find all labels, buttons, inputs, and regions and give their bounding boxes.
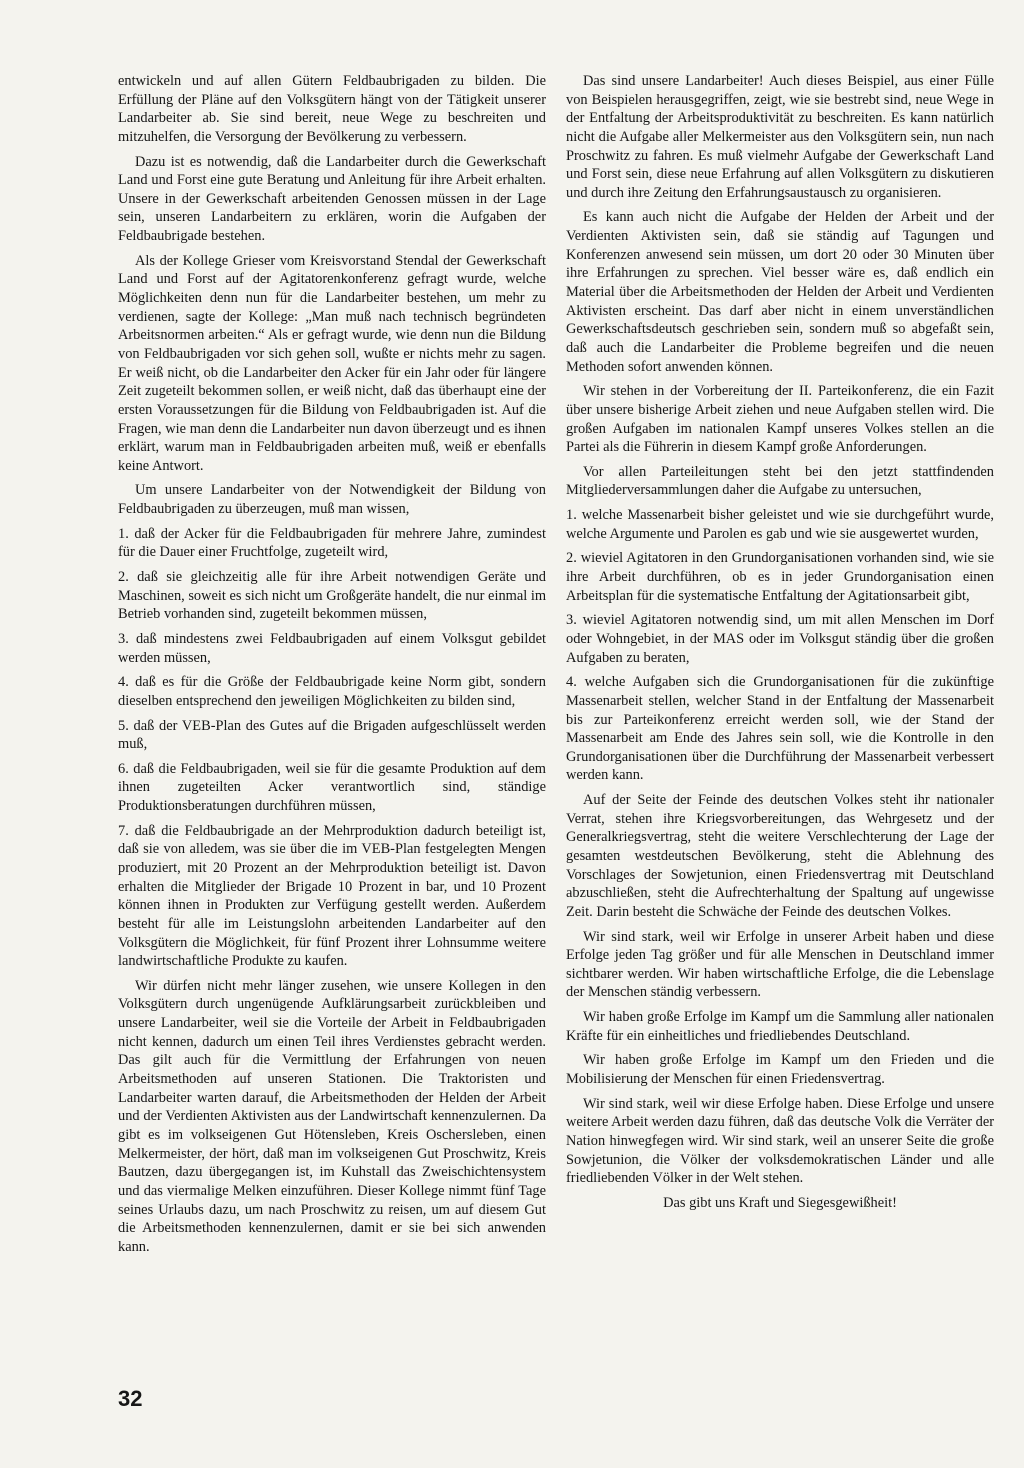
numbered-list: [566, 506, 994, 785]
paragraph: Wir dürfen nicht mehr länger zusehen, wie unsere Kollegen in den Volksgütern durch ungenügende Aufklärungsarbeit zurückbleiben und unsere Landarbeiter, weil sie die Vorteile der Arbeit in Feldbaubrigaden nicht kennen, dadurch um einen Teil ihres Verdienstes gebracht werden. Das gilt auch für die Vermittlung der Erfahrungen von neuen Arbeitsmethoden auf unseren Stationen. Die Traktoristen und Landarbeiter warten darauf, die Arbeitsmethoden der Helden der Arbeit und der Verdienten Aktivisten aus der Landwirtschaft kennenzulernen. Da gibt es im volkseigenen Gut Hötensleben, Kreis Oschersleben, einen Melkermeister, der hört, daß man im volkseigenen Gut Proschwitz, Kreis Bautzen, dazu übergegangen ist, im Kuhstall das Zweischichtensystem und das viermalige Melken einzuführen. Dieser Kollege nimmt fünf Tage seines Urlaubs dazu, um nach Proschwitz zu reisen, um auf diesem Gut die Arbeitsmethoden kennenzulernen, damit er sie bei sich anwenden kann.: [118, 977, 546, 1255]
paragraph: Als der Kollege Grieser vom Kreisvorstand Stendal der Gewerkschaft Land und Forst auf der Agitatorenkonferenz gefragt wurde, welche Möglichkeiten denn nun für die Landarbeiter bestehen, um mehr zu verdienen, sagte der Kollege: „Man muß nach technisch begründeten Arbeitsnormen arbeiten.“ Als er gefragt wurde, wie denn nun die Bildung von Feldbaubrigaden vor sich gehen soll, wußte er nichts mehr zu sagen. Er weiß nicht, ob die Landarbeiter den Acker für ein Jahr oder für längere Zeit zugeteilt bekommen sollen, er weiß nicht, daß das überhaupt eine der ersten Voraussetzungen für die Bildung von Feldbaubrigaden ist. Auf die Fragen, wie man denn die Landarbeiter nun davon überzeugt und es ihnen erklärt, warum man in Feldbaubrigaden arbeiten muß, weiß er ebenfalls keine Antwort.: [118, 252, 546, 474]
left-column: [118, 72, 546, 1262]
page-number: 32: [118, 1386, 143, 1411]
paragraph: Wir stehen in der Vorbereitung der II. Parteikonferenz, die ein Fazit über unsere bisherige Arbeit ziehen und neue Aufgaben stellen wird. Die großen Aufgaben im nationalen Kampf unseres Volkes stellen an die Partei als die Führerin in diesem Kampf große Anforderungen.: [566, 383, 994, 456]
paragraph: Dazu ist es notwendig, daß die Landarbeiter durch die Gewerkschaft Land und Forst eine gute Beratung und Anleitung für ihre Arbeit erhalten. Unsere in der Gewerkschaft arbeitenden Genossen müssen in der Lage sein, unseren Landarbeitern zu erklären, worin die Aufgaben der Feldbaubrigade bestehen.: [118, 153, 546, 245]
paragraph: Es kann auch nicht die Aufgabe der Helden der Arbeit und der Verdienten Aktivisten sein, daß sie ständig auf Tagungen und Konferenzen anwesend sein müssen, um dort 20 oder 30 Minuten über ihre Erfahrungen zu sprechen. Viel besser wäre es, daß endlich ein Material über die Arbeitsmethoden der Helden der Arbeit und Verdienten Aktivisten erscheint. Das darf aber nicht in einem unverständlichen Gewerkschaftsdeutsch geschrieben sein, sondern muß so abgefaßt sein, daß auch die Landarbeiter die Probleme begreifen und die neuen Methoden sofort anwenden können.: [566, 209, 994, 375]
list-item: 3. daß mindestens zwei Feldbaubrigaden auf einem Volksgut gebildet werden müssen,: [118, 630, 546, 666]
paragraph: Wir haben große Erfolge im Kampf um den Frieden und die Mobilisierung der Menschen für einen Friedensvertrag.: [566, 1052, 994, 1088]
paragraph: Vor allen Parteileitungen steht bei den jetzt stattfindenden Mitgliederversammlungen daher die Aufgabe zu untersuchen,: [566, 463, 994, 499]
list-item: 1. daß der Acker für die Feldbaubrigaden für mehrere Jahre, zumindest für die Dauer einer Fruchtfolge, zugeteilt wird,: [118, 525, 546, 561]
right-column: [566, 72, 994, 1219]
paragraph: Auf der Seite der Feinde des deutschen Volkes steht ihr nationaler Verrat, stehen ihre Kriegsvorbereitungen, das Wehrgesetz und der Generalkriegsvertrag, steht die weitere Verschlechterung der Lage der gesamten westdeutschen Bevölkerung, steht die Ablehnung des Vorschlages der Sowjetunion, einen Friedensvertrag mit Deutschland abzuschließen, steht die Aufrechterhaltung der Spaltung auf ungewisse Zeit. Darin besteht die Schwäche der Feinde des deutschen Volkes.: [566, 792, 994, 920]
list-item: 7. daß die Feldbaubrigade an der Mehrproduktion dadurch beteiligt ist, daß sie von alledem, was sie über die im VEB-Plan festgelegten Mengen produziert, mit 20 Prozent an der Mehrproduktion beteiligt ist. Davon erhalten die Mitglieder der Brigade 10 Prozent in bar, und 10 Prozent können ihnen in Produkten zur Verfügung gestellt werden. Außerdem besteht für alle im Leistungslohn arbeitenden Landarbeiter auf den Volksgütern die Möglichkeit, für fünf Prozent ihrer Lohnsumme weitere landwirtschaftliche Produkte zu kaufen.: [118, 822, 546, 970]
numbered-list: [118, 525, 546, 971]
paragraph: Wir sind stark, weil wir Erfolge in unserer Arbeit haben und diese Erfolge jeden Tag größer und für alle Menschen in Deutschland immer sichtbarer werden. Wir haben wirtschaftliche Erfolge, die die Lebenslage der Menschen ständig verbessern.: [566, 928, 994, 1001]
paragraph: Wir haben große Erfolge im Kampf um die Sammlung aller nationalen Kräfte für ein einheitliches und friedliebendes Deutschland.: [566, 1009, 994, 1044]
list-item: 1. welche Massenarbeit bisher geleistet und wie sie durchgeführt wurde, welche Argumente und Parolen es gab und wie sie ausgewertet wurden,: [566, 507, 994, 542]
closing-line: Das gibt uns Kraft und Siegesgewißheit!: [663, 1194, 897, 1211]
paragraph: Das sind unsere Landarbeiter! Auch dieses Beispiel, aus einer Fülle von Beispielen herausgegriffen, zeigt, wie sie bestrebt sind, neue Wege in der Entfaltung der Arbeitsproduktivität zu beschreiten. Es kann natürlich nicht die Aufgabe aller Melkermeister aus den Volksgütern sein, nun nach Proschwitz zu fahren. Es muß vielmehr Aufgabe der Gewerkschaft Land und Forst sein, diese neue Erfahrung auf allen Volksgütern zu diskutieren und durch ihre Zeitung den Erfahrungsaustausch zu organisieren.: [566, 73, 994, 201]
list-item: 3. wieviel Agitatoren notwendig sind, um mit allen Menschen im Dorf oder Wohngebiet, in der MAS oder im Volksgut ständig über die großen Aufgaben zu beraten,: [566, 612, 994, 666]
paragraph: Um unsere Landarbeiter von der Notwendigkeit der Bildung von Feldbaubrigaden zu überzeugen, muß man wissen,: [118, 482, 546, 518]
list-item: 2. wieviel Agitatoren in den Grundorganisationen vorhanden sind, wie sie ihre Arbeit durchführen, ob es in jeder Grundorganisation einen Arbeitsplan für die systematische Entfaltung der Agitationsarbeit gibt,: [566, 550, 994, 604]
paragraph: entwickeln und auf allen Gütern Feldbaubrigaden zu bilden. Die Erfüllung der Pläne auf den Volksgütern hängt von der Tätigkeit unserer Landarbeiter ab. Sie sind bereit, neue Wege zu beschreiten und mitzuhelfen, die Versorgung der Bevölkerung zu verbessern.: [118, 73, 546, 145]
list-item: 4. welche Aufgaben sich die Grundorganisationen für die zukünftige Massenarbeit stellen, welcher Stand in der Entfaltung der Massenarbeit bis zur Parteikonferenz erreicht werden soll, wie der Stand der Massenarbeit am Ende des Jahres sein soll, wie die Kontrolle in den Grundorganisationen über die Durchführung der Massenarbeit verbessert werden kann.: [566, 674, 994, 784]
list-item: 4. daß es für die Größe der Feldbaubrigade keine Norm gibt, sondern dieselben entsprechend den jeweiligen Möglichkeiten zu bilden sind,: [118, 674, 546, 709]
list-item: 5. daß der VEB-Plan des Gutes auf die Brigaden aufgeschlüsselt werden muß,: [118, 717, 546, 753]
paragraph: Wir sind stark, weil wir diese Erfolge haben. Diese Erfolge und unsere weitere Arbeit werden dazu führen, daß das deutsche Volk die Verräter der Nation hinwegfegen wird. Wir sind stark, weil an unserer Seite die große Sowjetunion, die Völker der volksdemokratischen Länder und alle friedliebenden Völker in der Welt stehen.: [566, 1095, 994, 1187]
list-item: 6. daß die Feldbaubrigaden, weil sie für die gesamte Produktion auf dem ihnen zugeteilten Acker verantwortlich sind, ständige Produktionsberatungen durchführen müssen,: [118, 760, 546, 815]
list-item: 2. daß sie gleichzeitig alle für ihre Arbeit notwendigen Geräte und Maschinen, soweit es sich nicht um Großgeräte handelt, die nur einmal im Betrieb vorhanden sind, zugeteilt bekommen müssen,: [118, 569, 547, 623]
